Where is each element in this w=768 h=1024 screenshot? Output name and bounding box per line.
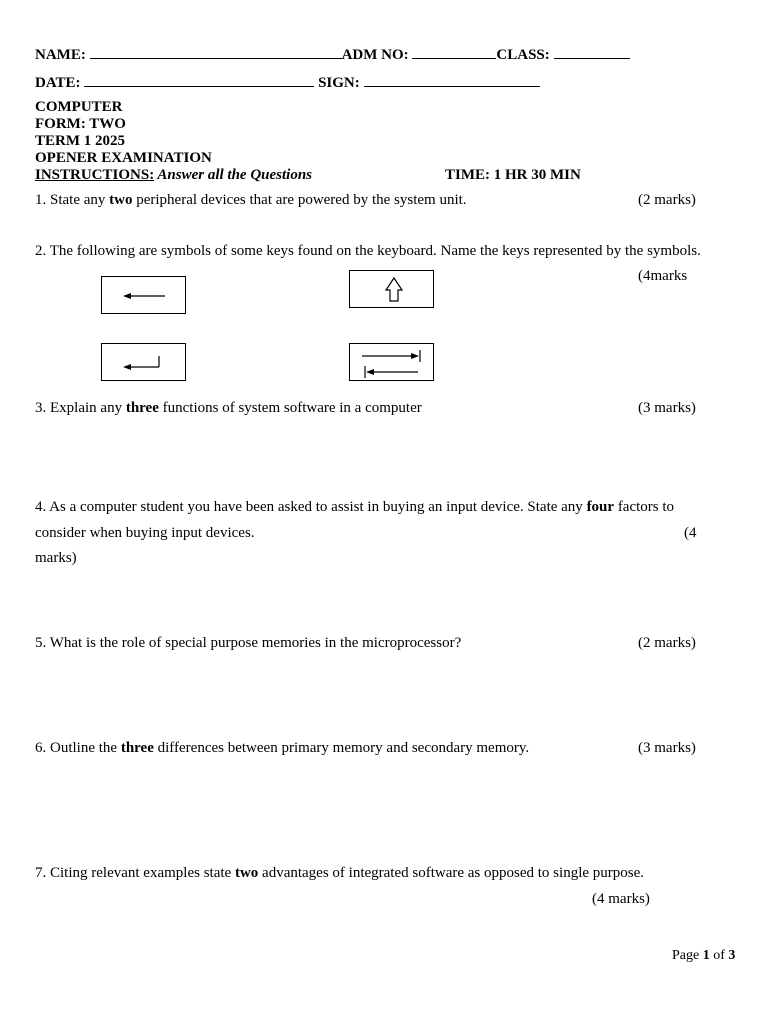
date-sign-row: [35, 72, 540, 92]
question-7-text-b: advantages of integrated software as opposed to single purpose.: [258, 865, 645, 881]
question-4-marks-b: marks): [35, 550, 77, 566]
question-1-text-b: peripheral devices that are powered by the system unit.: [132, 192, 467, 208]
backspace-arrow-icon: [102, 277, 187, 315]
question-3-marks: (3 marks): [638, 400, 696, 416]
class-label: CLASS:: [496, 47, 550, 63]
adm-field-line[interactable]: [412, 44, 496, 59]
subject-title: COMPUTER: [35, 99, 123, 115]
instructions-text: Answer all the Questions: [154, 167, 313, 183]
name-label: NAME:: [35, 47, 86, 63]
question-3-text-b: functions of system software in a computer: [158, 400, 422, 416]
enter-arrow-icon: [102, 344, 187, 382]
tab-key-box: [349, 343, 434, 381]
backspace-key-box: [101, 276, 186, 314]
total-pages: 3: [728, 948, 736, 963]
question-4-bold: four: [586, 499, 615, 515]
question-4: [35, 499, 674, 516]
current-page: 1: [702, 948, 710, 963]
sign-field-line[interactable]: [364, 72, 540, 87]
page-word: Page: [672, 948, 703, 963]
question-3-text-a: 3. Explain any: [35, 400, 126, 416]
name-field-line[interactable]: [90, 44, 342, 59]
term-title: TERM 1 2025: [35, 133, 125, 149]
question-1-text-a: 1. State any: [35, 192, 110, 208]
date-label: DATE:: [35, 75, 81, 91]
question-6-marks: (3 marks): [638, 740, 696, 756]
question-1-marks: (2 marks): [638, 192, 696, 208]
question-7-bold: two: [234, 865, 259, 881]
instructions: [35, 167, 312, 184]
question-5-marks: (2 marks): [638, 635, 696, 651]
question-6-text-b: differences between primary memory and secondary memory.: [153, 740, 530, 756]
question-2: 2. The following are symbols of some keys found on the keyboard. Name the keys represented by the symbols.: [35, 243, 701, 259]
question-4-text-a: 4. As a computer student you have been asked to assist in buying an input device. State any: [35, 499, 587, 515]
of-word: of: [709, 948, 729, 963]
question-1-bold: two: [109, 192, 133, 208]
question-1: [35, 192, 467, 209]
shift-arrow-icon: [350, 271, 435, 309]
question-2-marks: (4marks: [638, 268, 688, 284]
tab-arrows-icon: [350, 344, 435, 382]
shift-key-box: [349, 270, 434, 308]
name-adm-class-row: [35, 44, 630, 64]
question-5: 5. What is the role of special purpose memories in the microprocessor?: [35, 635, 462, 651]
page-number: [672, 948, 735, 964]
question-4-marks-a: (4: [684, 525, 697, 541]
class-field-line[interactable]: [554, 44, 630, 59]
question-6: [35, 740, 529, 757]
question-7: [35, 865, 644, 882]
exam-title: OPENER EXAMINATION: [35, 150, 212, 166]
exam-time: TIME: 1 HR 30 MIN: [445, 167, 581, 183]
date-field-line[interactable]: [84, 72, 314, 87]
question-4-line-2: consider when buying input devices.: [35, 525, 255, 541]
adm-label: ADM NO:: [341, 47, 409, 63]
enter-key-box: [101, 343, 186, 381]
instructions-label: INSTRUCTIONS:: [35, 167, 155, 183]
question-4-text-b: factors to: [614, 499, 675, 515]
question-3-bold: three: [125, 400, 159, 416]
question-7-marks: (4 marks): [592, 891, 650, 907]
form-title: FORM: TWO: [35, 116, 126, 132]
question-6-text-a: 6. Outline the: [35, 740, 121, 756]
sign-label: SIGN:: [318, 75, 360, 91]
question-7-text-a: 7. Citing relevant examples state: [35, 865, 235, 881]
question-6-bold: three: [120, 740, 154, 756]
question-3: [35, 400, 422, 417]
